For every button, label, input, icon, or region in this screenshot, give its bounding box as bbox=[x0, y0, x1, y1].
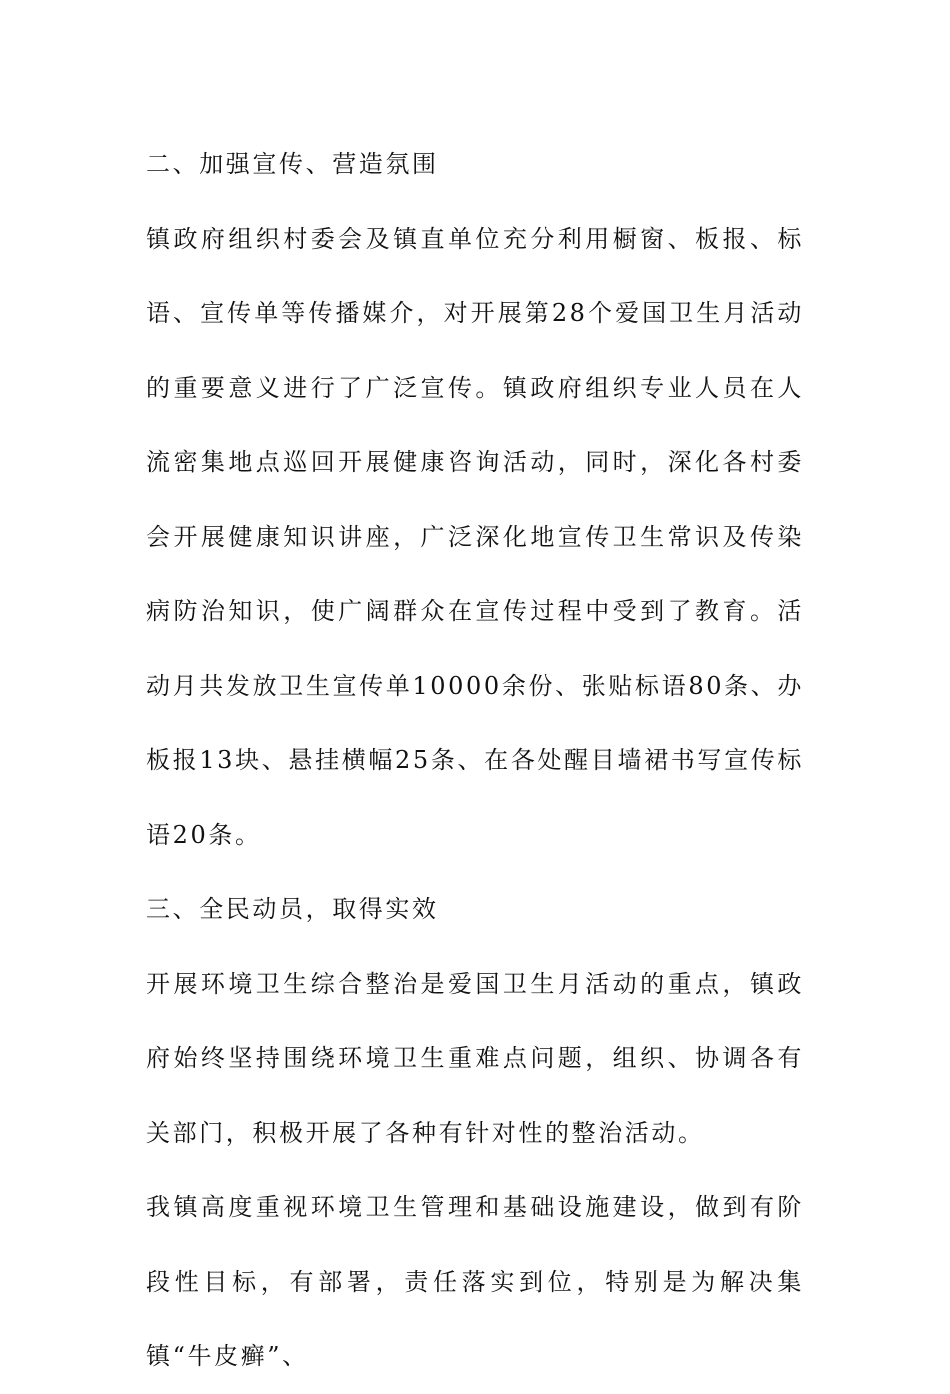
section-heading-3: 三、全民动员，取得实效 bbox=[146, 895, 439, 923]
section-paragraph-2: 镇政府组织村委会及镇直单位充分利用橱窗、板报、标语、宣传单等传播媒介，对开展第28个爱国卫生月活动的重要意义进行了广泛宣传。镇政府组织专业人员在人流密集地点巡回开展健康咨询活动，同时，深化各村委会开展健康知识讲座，广泛深化地宣传卫生常识及传染病防治知识，使广阔群众在宣传过程中受到了教育。活动月共发放卫生宣传单10000余份、张贴标语80条、办板报13块、悬挂横幅25条、在各处醒目墙裙书写宣传标语20条。 bbox=[146, 224, 804, 849]
document-body bbox=[146, 127, 804, 1394]
section-paragraph-3-1: 开展环境卫生综合整治是爱国卫生月活动的重点，镇政府始终坚持围绕环境卫生重难点问题，组织、协调各有关部门，积极开展了各种有针对性的整治活动。 bbox=[146, 969, 804, 1147]
section-heading-2: 二、加强宣传、营造氛围 bbox=[146, 150, 439, 178]
section-paragraph-3-2: 我镇高度重视环境卫生管理和基础设施建设，做到有阶段性目标，有部署，责任落实到位，特别是为解决集镇“牛皮癣”、 bbox=[146, 1193, 804, 1370]
